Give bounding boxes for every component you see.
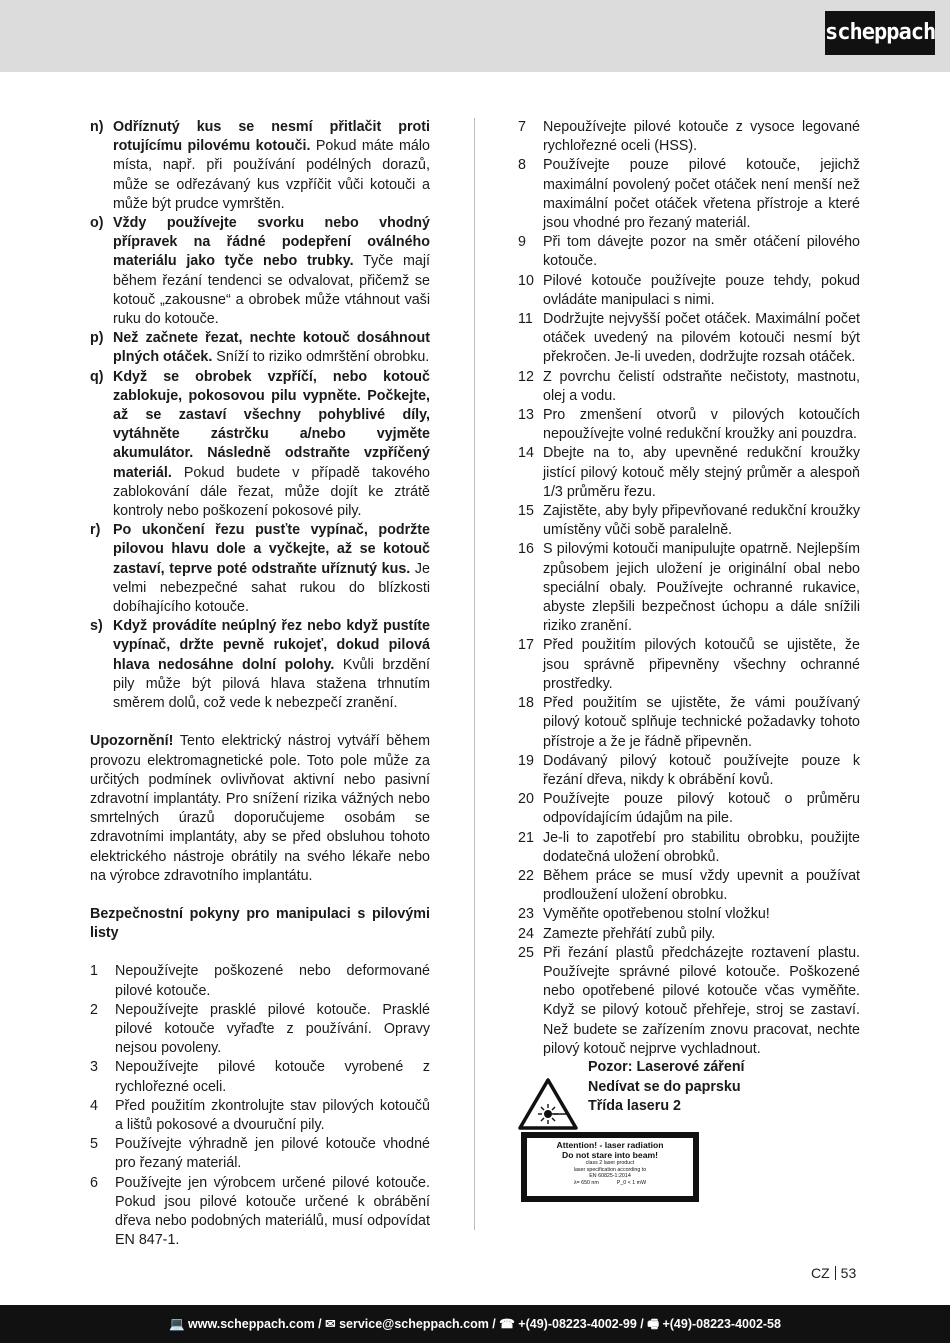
item-text: Před použitím zkontrolujte stav pilových kotoučů a lištů pokosové a dvouruční pily. xyxy=(115,1097,430,1133)
numbered-item xyxy=(518,790,860,828)
item-number: 11 xyxy=(518,311,533,328)
item-number: 24 xyxy=(518,925,534,942)
page-number-value: 53 xyxy=(840,1265,857,1281)
item-number: 18 xyxy=(518,695,534,712)
numbered-item xyxy=(518,867,860,905)
item-text: Sníží to riziko odmrštění obrobku. xyxy=(212,349,430,366)
item-number: 25 xyxy=(518,944,534,961)
right-column xyxy=(518,118,860,1059)
numbered-item xyxy=(90,962,430,1000)
item-text: Před použitím pilových kotoučů se ujistěte, že jsou správně připevněny všechny ochranné prostředky. xyxy=(543,637,860,692)
laser-line-1: Pozor: Laserové záření xyxy=(588,1059,745,1075)
item-bold-text: Vždy používejte svorku nebo vhodný přípravek na řádné podepření oválného materiálu jako tyče nebo trubky. xyxy=(113,215,430,270)
list-marker: n) xyxy=(90,119,104,135)
item-text: Nepoužívejte pilové kotouče vyrobené z rychlořezné oceli. xyxy=(115,1059,430,1095)
list-item xyxy=(90,521,430,617)
list-marker: p) xyxy=(90,330,104,347)
header-band xyxy=(0,0,950,72)
item-text: Je-li to zapotřebí pro stabilitu obrobku, použijte dodatečná uložení obrobků. xyxy=(543,829,860,865)
numbered-item xyxy=(518,233,860,271)
numbered-item xyxy=(90,1174,430,1251)
item-text: Kvůli brzdění pily může být pilová hlava stažena trhnutím směrem dolů, což vede k nebezpečí zranění. xyxy=(113,656,431,712)
list-item xyxy=(90,329,430,367)
item-text: Nepoužívejte poškozené nebo deformované pilové kotouče. xyxy=(115,963,430,999)
item-number: 22 xyxy=(518,867,534,884)
numbered-item xyxy=(518,752,860,790)
item-text: Pokud budete v případě takového zablokování dále řezat, může dojít ke ztrátě kontroly nebo poškození pokosové pily. xyxy=(113,464,430,520)
list-marker: o) xyxy=(90,215,104,232)
item-number: 9 xyxy=(518,234,526,251)
page-number xyxy=(811,1265,856,1281)
item-bold-text: Než začnete řezat, nechte kotouč dosáhnout plných otáček. xyxy=(113,330,430,366)
list-item xyxy=(90,118,430,214)
item-bold-text: Odříznutý kus se nesmí přitlačit proti rotujícímu pilovému kotouči. xyxy=(113,119,430,155)
numbered-item xyxy=(518,829,860,867)
item-text: Dbejte na to, aby upevněné redukční kroužky jistící pilový kotouč měly stejný průměr a alespoň 1/3 průměru řezu. xyxy=(543,445,860,500)
item-text: S pilovými kotouči manipulujte opatrně. Nejlepším způsobem jejich uložení je originální obal nebo speciální obaly. Používejte ochranné rukavice, abyste zlepšili bezpečnost úchopu a dále snížili riziko zranění. xyxy=(543,541,860,635)
numbered-item xyxy=(90,1058,430,1096)
footer-contact-bar xyxy=(0,1305,950,1343)
label-power: P_0 < 1 mW xyxy=(616,1179,647,1186)
numbered-item xyxy=(518,444,860,502)
item-number: 12 xyxy=(518,368,534,385)
item-text: Používejte jen výrobcem určené pilové kotouče. Pokud jsou pilové kotouče určené k obrábění dřeva nebo podobných materiálů, musí odpovídat EN 847-1. xyxy=(115,1174,430,1249)
item-number: 1 xyxy=(90,963,98,980)
list-item xyxy=(90,368,430,522)
label-line-5: EN 60825-1:2014 xyxy=(589,1173,631,1180)
numbered-item xyxy=(518,406,860,444)
notice-text: Tento elektrický nástroj vytváří během provozu elektromagnetické pole. Toto pole může za určitých podmínek ovlivňovat aktivní nebo pasivní zdravotní implantáty. Pro snížení rizika vážných nebo smrtelných úrazů doporučujeme osobám se zdravotními implantáty, aby se před obsluhou tohoto elektrického nástroje obrátily na svého lékaře nebo na výrobce zdravotního implantátu. xyxy=(90,733,430,884)
list-marker: q) xyxy=(90,368,104,385)
item-text: Používejte pouze pilový kotouč o průměru odpovídajícím údajům na pile. xyxy=(543,791,860,827)
item-number: 21 xyxy=(518,829,534,846)
notice-label: Upozornění! xyxy=(90,733,174,750)
laser-warning-text xyxy=(588,1058,745,1117)
page-language: CZ xyxy=(811,1265,830,1281)
item-text: Pokud máte málo místa, např. při používání podélných dorazů, může se odřezávaný kus vzpříčit vůči kotouči a může být prudce vymrštěn. xyxy=(113,138,430,212)
brand-logo: scheppach xyxy=(825,11,935,55)
contact-line: 💻 www.scheppach.com / ✉ service@scheppach.com / ☎ +(49)-08223-4002-99 / 🖷 +(49)-08223-4002-58 xyxy=(169,1317,781,1331)
label-line-1: Attention! - laser radiation xyxy=(556,1140,664,1150)
item-text: Pilové kotouče používejte pouze tehdy, pokud ovládáte manipulaci s nimi. xyxy=(543,272,860,308)
numbered-item xyxy=(518,310,860,368)
item-text: Dodávaný pilový kotouč používejte pouze k řezání dřeva, nikdy k obrábění kovů. xyxy=(543,752,860,788)
item-text: Tyče mají během řezání tendenci se odvalovat, přičemž se kotouč „zakousne“ a obrobek může vtáhnout vaši ruku do kotouče. xyxy=(113,253,431,328)
list-marker: s) xyxy=(90,618,103,635)
item-text: Při tom dávejte pozor na směr otáčení pilového kotouče. xyxy=(543,234,860,270)
item-text: Během práce se musí vždy upevnit a používat prodloužení uložení obrobku. xyxy=(543,867,860,904)
laser-line-3: Třída laseru 2 xyxy=(588,1098,681,1114)
item-text: Používejte výhradně jen pilové kotouče vhodné pro řezaný materiál. xyxy=(115,1136,430,1172)
label-line-2: Do not stare into beam! xyxy=(562,1150,658,1160)
item-bold-text: Když se obrobek vzpříčí, nebo kotouč zablokuje, pokosovou pilu vypněte. Počkejte, až se zastaví všechny pohyblivé díly, vytáhněte zástrčku a/nebo vyjměte akumulátor. Následně odstraňte vzpříčený materiál. xyxy=(113,368,430,481)
item-text: Zajistěte, aby byly připevňované redukční kroužky umístěny vůči sobě paralelně. xyxy=(543,503,860,539)
item-number: 4 xyxy=(90,1097,98,1114)
item-number: 7 xyxy=(518,119,526,135)
item-text: Dodržujte nejvyšší počet otáček. Maximální počet otáček uvedený na pilovém kotouči nesmí být překročen. Je-li uveden, dodržujte rozsah otáček. xyxy=(543,311,860,366)
numbered-item xyxy=(518,905,860,924)
section-heading: Bezpečnostní pokyny pro manipulaci s pilovými listy xyxy=(90,905,430,942)
item-number: 17 xyxy=(518,637,534,654)
numbered-item xyxy=(518,925,860,944)
numbered-item xyxy=(90,1135,430,1173)
item-number: 19 xyxy=(518,752,534,769)
item-number: 5 xyxy=(90,1136,98,1153)
laser-warning-icon xyxy=(518,1078,578,1130)
numbered-item xyxy=(90,1097,430,1135)
numbered-item xyxy=(518,118,860,156)
numbered-item xyxy=(518,272,860,310)
item-text: Před použitím se ujistěte, že vámi používaný pilový kotouč splňuje technické požadavky tohoto přístroje a že je řádně připevněn. xyxy=(543,695,860,750)
item-text: Vyměňte opotřebenou stolní vložku! xyxy=(543,906,770,923)
numbered-item xyxy=(518,502,860,540)
item-number: 6 xyxy=(90,1174,98,1191)
item-text: Je velmi nebezpečné sahat rukou do blízkosti dobíhajícího kotouče. xyxy=(113,560,430,616)
item-text: Pro zmenšení otvorů v pilových kotoučích nepoužívejte volné redukční kroužky ani pouzdra. xyxy=(543,407,860,443)
item-text: Nepoužívejte prasklé pilové kotouče. Prasklé pilové kotouče vyřaďte z používání. Opravy nejsou povoleny. xyxy=(115,1001,430,1057)
item-number: 15 xyxy=(518,503,534,520)
column-divider xyxy=(474,118,475,1230)
item-text: Z povrchu čelistí odstraňte nečistoty, mastnotu, olej a vodu. xyxy=(543,368,860,404)
label-line-4: laser specification according to xyxy=(573,1166,647,1173)
item-number: 14 xyxy=(518,445,534,462)
item-number: 13 xyxy=(518,407,534,424)
item-text: Nepoužívejte pilové kotouče z vysoce legované rychlořezné oceli (HSS). xyxy=(543,119,860,155)
item-bold-text: Když provádíte neúplný řez nebo když pustíte vypínač, držte pevně rukojeť, dokud pilová hlava nedosáhne dolní polohy. xyxy=(113,618,430,673)
numbered-item xyxy=(518,694,860,752)
numbered-item xyxy=(90,1001,430,1059)
emf-notice xyxy=(90,732,430,886)
list-item xyxy=(90,214,430,329)
item-number: 2 xyxy=(90,1001,98,1018)
numbered-item xyxy=(518,636,860,694)
laser-line-2: Nedívat se do paprsku xyxy=(588,1078,741,1095)
numbered-item xyxy=(518,944,860,1059)
laser-class-label xyxy=(521,1132,699,1202)
numbered-item xyxy=(518,540,860,636)
left-column xyxy=(90,118,430,1250)
item-number: 10 xyxy=(518,272,534,289)
item-number: 3 xyxy=(90,1059,98,1076)
numbered-item xyxy=(518,368,860,406)
label-line-3: class 2 laser product xyxy=(585,1160,635,1166)
item-bold-text: Po ukončení řezu pusťte vypínač, podržte pilovou hlavu dole a vyčkejte, až se kotouč zastaví, teprve poté odstraňte uříznutý kus. xyxy=(113,522,430,577)
item-text: Při řezání plastů předcházejte roztavení plastu. Používejte správné pilové kotouče. Poškozené nebo opotřebené pilové kotouče včas vyměňte. Když se pilový kotouč přehřeje, stroj se zastaví. Než budete se zařízením znovu pracovat, nechte pilový kotouč nejprve vychladnout. xyxy=(543,944,860,1057)
list-item xyxy=(90,617,430,713)
list-marker: r) xyxy=(90,522,101,539)
item-number: 16 xyxy=(518,541,534,558)
item-number: 20 xyxy=(518,791,534,808)
numbered-item xyxy=(518,156,860,233)
label-wavelength: λ= 650 nm xyxy=(573,1179,599,1186)
item-text: Používejte pouze pilové kotouče, jejichž maximální povolený počet otáček není menší než maximální počet otáček vřetena přístroje a které jsou vhodné pro řezaný materiál. xyxy=(543,157,860,232)
item-number: 23 xyxy=(518,906,534,923)
item-text: Zamezte přehřátí zubů pily. xyxy=(543,925,716,942)
item-number: 8 xyxy=(518,157,526,174)
